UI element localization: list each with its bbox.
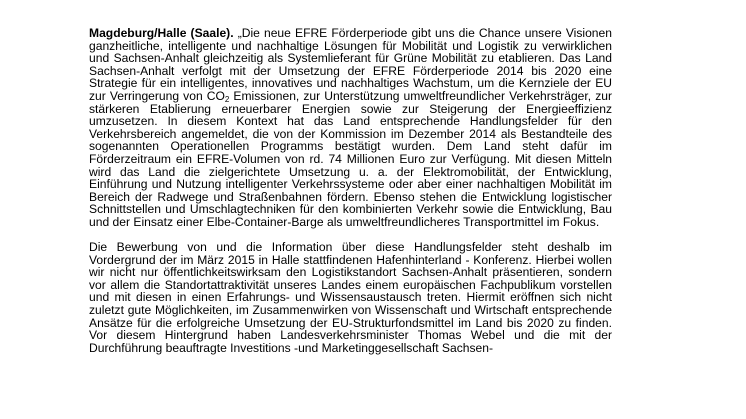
paragraph-1-text-a: „Die neue EFRE Förderperiode gibt uns die Chance unsere Visionen ganzheitliche, intelligente und nachhaltige Lösungen für Mobilität und Logistik zu verwirklichen und Sachsen-Anhalt gleichzeitig als Systemlieferant für Grüne Mobilität zu etablieren. Das Land Sachsen-Anhalt verfolgt mit der Umsetzung der EFRE Förderperiode 2014 bis 2020 eine Strategie für ein intelligentes, innovatives und nachhaltiges Wachstum, um die Kernziele der EU zur Verringerung von CO — [89, 26, 612, 103]
paragraph-2: Die Bewerbung von und die Information über diese Handlungsfelder steht deshalb im Vordergrund der im März 2015 in Halle stattfindenen Hafenhinterland - Konferenz. Hierbei wollen wir nicht nur öffentlichkeitswirksam den Logistikstandort Sachsen-Anhalt präsentieren, sondern vor allem die Standortattraktivität unseres Landes einem europäischen Fachpublikum vorstellen und mit diesen in einen Erfahrungs- und Wissensaustausch treten. Hiermit eröffnen sich nicht zuletzt gute Möglichkeiten, im Zusammenwirken von Wissenschaft und Wirtschaft entsprechende Ansätze für die erfolgreiche Umsetzung der EU-Strukturfondsmittel im Land bis 2020 zu finden. Vor diesem Hintergrund haben Landesverkehrsminister Thomas Webel und die mit der Durchführung beauftragte Investitions -und Marketinggesellschaft Sachsen- — [89, 240, 612, 355]
document-page — [89, 27, 612, 367]
paragraph-1 — [89, 27, 612, 229]
paragraph-1-text-b: Emissionen, zur Unterstützung umweltfreundlicher Verkehrsträger, zur stärkeren Etablierung erneuerbarer Energien sowie zur Steigerung der Energieeffizienz umzusetzen. In diesem Kontext hat das Land entsprechende Handlungsfelder für den Verkehrsbereich angemeldet, die von der Kommission im Dezember 2014 als Bestandteile des sogenannten Operationellen Programms bestätigt wurden. Dem Land steht dafür im Förderzeitraum ein EFRE-Volumen von rd. 74 Millionen Euro zur Verfügung. Mit diesen Mitteln wird das Land die zielgerichtete Umsetzung u. a. der Elektromobilität, der Entwicklung, Einführung und Nutzung intelligenter Verkehrssysteme oder aber einer nachhaltigen Mobilität im Bereich der Radwege und Straßenbahnen fördern. Ebenso stehen die Entwicklung logistischer Schnittstellen und Umschlagtechniken für den kombinierten Verkehr sowie die Entwicklung, Bau und der Einsatz einer Elbe-Container-Barge als umweltfreundlicheres Transportmittel im Fokus. — [89, 88, 612, 229]
dateline: Magdeburg/Halle (Saale). — [89, 26, 234, 40]
co2-subscript: 2 — [224, 94, 230, 104]
